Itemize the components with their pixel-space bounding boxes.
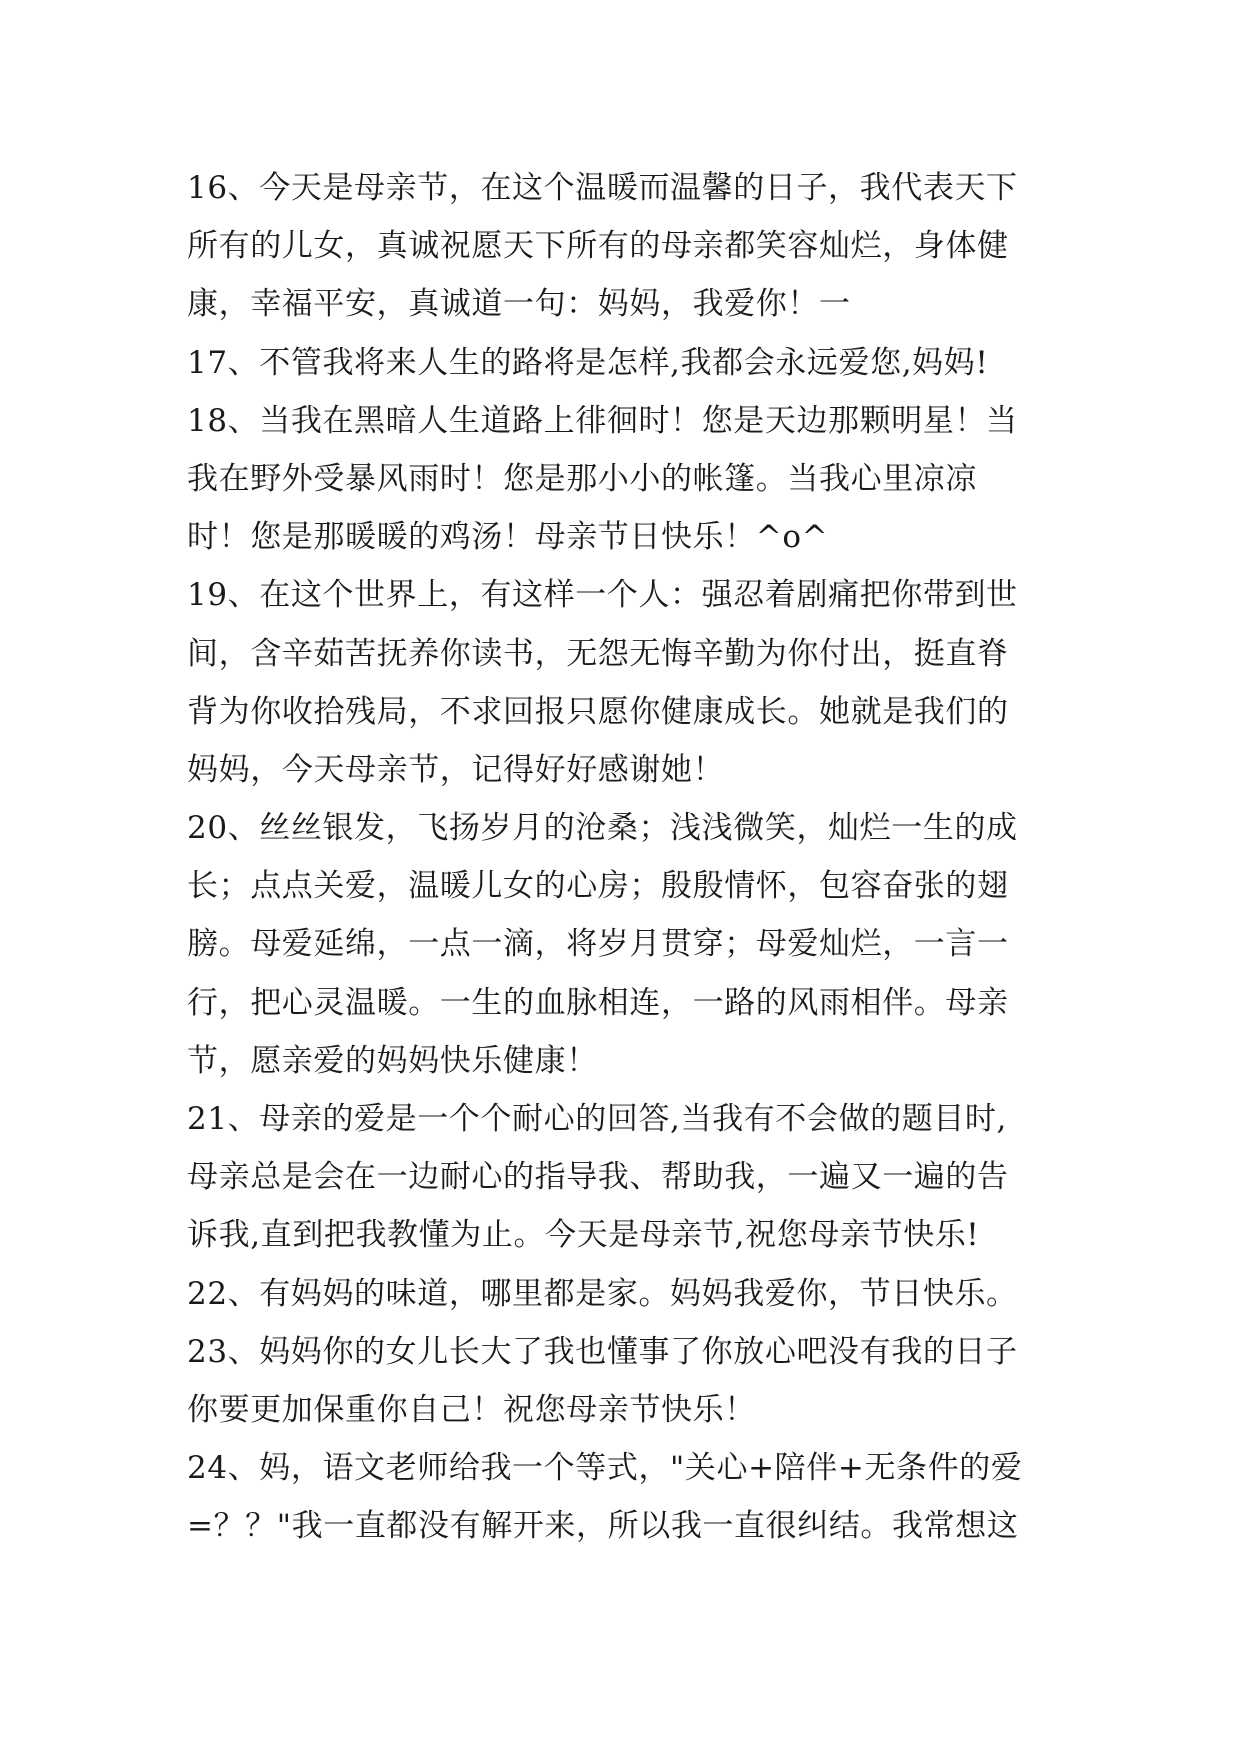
text-line: 母亲总是会在一边耐心的指导我、帮助我，一遍又一遍的告 [187,1159,1009,1196]
text-line: 节，愿亲爱的妈妈快乐健康！ [187,1042,598,1079]
text-line: 17、不管我将来人生的路将是怎样,我都会永远爱您,妈妈! [187,344,989,381]
text-line: 20、丝丝银发，飞扬岁月的沧桑；浅浅微笑，灿烂一生的成 [187,810,1018,847]
text-line: 22、有妈妈的味道，哪里都是家。妈妈我爱你，节日快乐。 [187,1275,1018,1312]
document-body [187,159,1057,1556]
text-line: =？？"我一直都没有解开来，所以我一直很纠结。我常想这 [187,1508,1019,1545]
text-line: 16、今天是母亲节，在这个温暖而温馨的日子，我代表天下 [187,170,1018,206]
text-line: 时！您是那暖暖的鸡汤！母亲节日快乐！^o^ [187,519,829,556]
text-line: 19、在这个世界上，有这样一个人：强忍着剧痛把你带到世 [187,577,1018,614]
text-line: 康，幸福平安，真诚道一句：妈妈，我爱你！一 [187,286,851,323]
text-line: 诉我,直到把我教懂为止。今天是母亲节,祝您母亲节快乐! [187,1217,980,1254]
text-line: 所有的儿女，真诚祝愿天下所有的母亲都笑容灿烂，身体健 [187,228,1009,265]
text-line: 间，含辛茹苦抚养你读书，无怨无悔辛勤为你付出，挺直脊 [187,635,1009,672]
text-line: 我在野外受暴风雨时！您是那小小的帐篷。当我心里凉凉 [187,460,977,497]
text-line: 21、母亲的爱是一个个耐心的回答,当我有不会做的题目时, [187,1101,1007,1137]
text-line: 18、当我在黑暗人生道路上徘徊时！您是天边那颗明星！当 [187,402,1018,439]
text-line: 膀。母爱延绵，一点一滴，将岁月贯穿；母爱灿烂，一言一 [187,926,1009,963]
text-line: 背为你收拾残局，不求回报只愿你健康成长。她就是我们的 [187,693,1009,730]
text-line: 24、妈，语文老师给我一个等式，"关心+陪伴+无条件的爱 [187,1450,1023,1487]
text-line: 23、妈妈你的女儿长大了我也懂事了你放心吧没有我的日子 [187,1333,1018,1370]
text-line: 妈妈，今天母亲节，记得好好感谢她！ [187,751,725,788]
text-line: 行，把心灵温暖。一生的血脉相连，一路的风雨相伴。母亲 [187,984,1009,1021]
text-line: 你要更加保重你自己！祝您母亲节快乐！ [187,1391,756,1428]
text-line: 长；点点关爱，温暖儿女的心房；殷殷情怀，包容奋张的翅 [187,868,1009,905]
